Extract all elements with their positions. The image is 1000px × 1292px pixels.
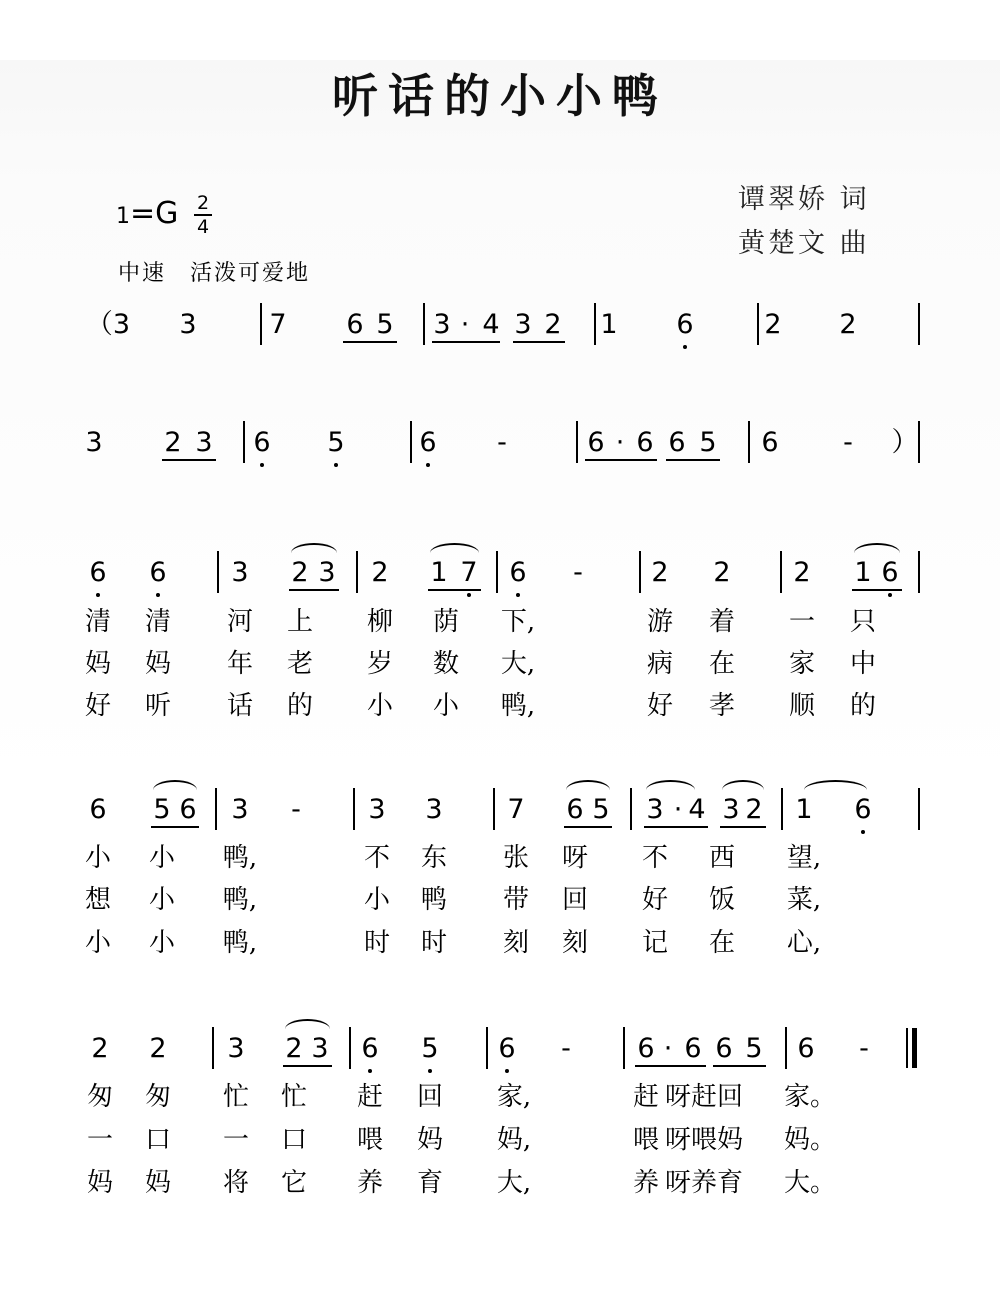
lyric: 张 — [502, 843, 530, 873]
note: 3 — [195, 427, 213, 458]
note: 5 — [592, 794, 610, 825]
bar-line — [212, 1027, 214, 1069]
note: 3 — [231, 794, 249, 825]
lyric: 下, — [500, 607, 536, 637]
lyric: 呀养育 — [664, 1168, 744, 1198]
note: · — [615, 427, 625, 458]
note: 6 — [509, 557, 527, 588]
bar-line — [918, 788, 920, 830]
beam-underline — [564, 826, 612, 828]
bar-line — [748, 421, 750, 463]
bar-line — [623, 1027, 625, 1069]
note: 1 — [795, 794, 813, 825]
lyric: 游 — [646, 607, 674, 637]
lyric: 小 — [366, 691, 394, 721]
bar-line — [918, 551, 920, 593]
lyric: 养 — [356, 1168, 384, 1198]
note: 6 — [361, 1033, 379, 1064]
note: 6 — [587, 427, 605, 458]
note: - — [561, 1033, 571, 1064]
lyric: 鸭, — [500, 691, 536, 721]
lyric: 顺 — [788, 691, 816, 721]
lyric: 呀 — [561, 843, 589, 873]
beam-underline — [513, 341, 565, 343]
note: 2 — [745, 794, 763, 825]
lyric: 回 — [561, 885, 589, 915]
note: 3 — [318, 557, 336, 588]
beam-underline — [685, 1065, 706, 1067]
lyric: 时 — [363, 928, 391, 958]
note: 6 — [637, 1033, 655, 1064]
note: 6 — [498, 1033, 516, 1064]
lyricist-credit: 谭翠娇 词 — [738, 184, 870, 215]
lyric: 小 — [363, 885, 391, 915]
lyric: 带 — [502, 885, 530, 915]
note: 2 — [371, 557, 389, 588]
beam-underline — [483, 341, 500, 343]
bar-line — [410, 421, 412, 463]
bar-line — [215, 788, 217, 830]
composer-credit: 黄楚文 曲 — [738, 228, 870, 259]
note: 3 — [425, 794, 443, 825]
note: 7 — [507, 794, 525, 825]
lyric: 刻 — [561, 928, 589, 958]
note: 5 — [699, 427, 717, 458]
note: · — [460, 309, 470, 340]
slur — [646, 780, 695, 790]
bar-line — [918, 421, 920, 463]
octave-dot — [516, 593, 520, 597]
slur — [285, 1019, 330, 1029]
lyric: 鸭, — [222, 843, 258, 873]
note: 2 — [164, 427, 182, 458]
beam-underline — [428, 589, 481, 591]
note: 5 — [327, 427, 345, 458]
time-sig-bottom: 4 — [196, 216, 210, 238]
bar-line — [493, 788, 495, 830]
lyric: 赶 — [632, 1082, 660, 1112]
lyric: 时 — [420, 928, 448, 958]
note: 6 — [854, 794, 872, 825]
lyric: 在 — [708, 649, 736, 679]
bar-line — [785, 1027, 787, 1069]
lyric: 大, — [496, 1168, 532, 1198]
lyric: 年 — [226, 649, 254, 679]
time-sig-top: 2 — [196, 192, 210, 214]
lyric: 养 — [632, 1168, 660, 1198]
bar-line — [496, 551, 498, 593]
slur — [430, 543, 479, 553]
lyric: 小 — [148, 843, 176, 873]
lyric: 回 — [416, 1082, 444, 1112]
note: 6 — [797, 1033, 815, 1064]
octave-dot — [505, 1069, 509, 1073]
lyric: 孝 — [708, 691, 736, 721]
note: 6 — [419, 427, 437, 458]
lyric: 只 — [849, 607, 877, 637]
lyric: 上 — [286, 607, 314, 637]
note: 5 — [421, 1033, 439, 1064]
note: 5 — [745, 1033, 763, 1064]
lyric: 育 — [416, 1168, 444, 1198]
beam-underline — [713, 1065, 766, 1067]
lyric: 妈。 — [783, 1125, 837, 1155]
lyric: 一 — [86, 1125, 114, 1155]
octave-dot — [260, 463, 264, 467]
lyric: 妈 — [416, 1125, 444, 1155]
lyric: 赶 — [356, 1082, 384, 1112]
note: 6 — [636, 427, 654, 458]
lyric: 匆 — [86, 1082, 114, 1112]
note: · — [673, 794, 683, 825]
lyric: 听 — [144, 691, 172, 721]
note: 6 — [179, 794, 197, 825]
lyric: 望, — [786, 843, 822, 873]
lyric: 中 — [849, 649, 877, 679]
beam-underline — [637, 459, 657, 461]
note: 6 — [89, 557, 107, 588]
note: 3 — [231, 557, 249, 588]
note: 3 — [227, 1033, 245, 1064]
note: - — [843, 427, 853, 458]
note: 3 — [433, 309, 451, 340]
lyric: 口 — [144, 1125, 172, 1155]
lyric: 喂 — [632, 1125, 660, 1155]
lyric: 呀赶回 — [664, 1082, 744, 1112]
octave-dot — [368, 1069, 372, 1073]
note: 2 — [793, 557, 811, 588]
lyric: 清 — [84, 607, 112, 637]
lyric: 刻 — [502, 928, 530, 958]
beam-underline — [151, 826, 199, 828]
octave-dot — [426, 463, 430, 467]
note: 1 — [854, 557, 872, 588]
lyric: 的 — [286, 691, 314, 721]
beam-underline — [162, 459, 216, 461]
note: 3 — [514, 309, 532, 340]
bar-line — [353, 788, 355, 830]
note: - — [573, 557, 583, 588]
note: 3 — [646, 794, 664, 825]
octave-dot — [428, 1069, 432, 1073]
lyric: 记 — [641, 928, 669, 958]
note: 2 — [839, 309, 857, 340]
lyric: 鸭, — [222, 928, 258, 958]
beam-underline — [289, 589, 339, 591]
beam-underline — [283, 1065, 332, 1067]
lyric: 大, — [500, 649, 536, 679]
lyric: 东 — [420, 843, 448, 873]
lyric: 心, — [786, 928, 822, 958]
lyric: 荫 — [432, 607, 460, 637]
key-label: =G — [130, 196, 179, 231]
slur — [804, 780, 867, 790]
final-bar-thin — [906, 1028, 908, 1068]
lyric: 大。 — [783, 1168, 837, 1198]
lyric: 小 — [84, 928, 112, 958]
lyric: 好 — [641, 885, 669, 915]
note: ） — [891, 427, 919, 458]
lyric: 妈, — [496, 1125, 532, 1155]
lyric: 忙 — [222, 1082, 250, 1112]
note: （3 — [85, 309, 131, 340]
octave-dot — [96, 593, 100, 597]
note: 6 — [149, 557, 167, 588]
lyric: 的 — [849, 691, 877, 721]
note: 2 — [764, 309, 782, 340]
slur — [153, 780, 197, 790]
note: - — [859, 1033, 869, 1064]
lyric: 小 — [432, 691, 460, 721]
note: 6 — [881, 557, 899, 588]
lyric: 在 — [708, 928, 736, 958]
note: 3 — [311, 1033, 329, 1064]
lyric: 家 — [788, 649, 816, 679]
lyric: 一 — [222, 1125, 250, 1155]
lyric: 它 — [280, 1168, 308, 1198]
note: - — [291, 794, 301, 825]
bar-line — [918, 303, 920, 345]
bar-line — [217, 551, 219, 593]
lyric: 清 — [144, 607, 172, 637]
lyric: 病 — [646, 649, 674, 679]
octave-dot — [467, 593, 471, 597]
bar-line — [486, 1027, 488, 1069]
lyric: 妈 — [84, 649, 112, 679]
lyric: 小 — [84, 843, 112, 873]
lyric: 口 — [280, 1125, 308, 1155]
note: 2 — [291, 557, 309, 588]
note: 6 — [715, 1033, 733, 1064]
lyric: 老 — [286, 649, 314, 679]
note: 2 — [713, 557, 731, 588]
note: 3 — [722, 794, 740, 825]
note: 2 — [285, 1033, 303, 1064]
lyric: 小 — [148, 928, 176, 958]
song-title: 听话的小小鸭 — [332, 69, 668, 123]
lyric: 一 — [788, 607, 816, 637]
bar-line — [356, 551, 358, 593]
note: 7 — [460, 557, 478, 588]
note: - — [497, 427, 507, 458]
note: 6 — [566, 794, 584, 825]
bar-line — [594, 303, 596, 345]
note: 1 — [600, 309, 618, 340]
lyric: 妈 — [86, 1168, 114, 1198]
note: 4 — [688, 794, 706, 825]
lyric: 家, — [496, 1082, 532, 1112]
key-degree: 1 — [116, 204, 130, 229]
note: 1 — [430, 557, 448, 588]
lyric: 着 — [708, 607, 736, 637]
bar-line — [349, 1027, 351, 1069]
bar-line — [780, 551, 782, 593]
octave-dot — [156, 593, 160, 597]
lyric: 菜, — [786, 885, 822, 915]
lyric: 小 — [148, 885, 176, 915]
lyric: 将 — [222, 1168, 250, 1198]
lyric: 鸭 — [420, 885, 448, 915]
bar-line — [757, 303, 759, 345]
bar-line — [423, 303, 425, 345]
note: 3 — [368, 794, 386, 825]
lyric: 喂 — [356, 1125, 384, 1155]
lyric: 饭 — [708, 885, 736, 915]
octave-dot — [334, 463, 338, 467]
note: 2 — [149, 1033, 167, 1064]
lyric: 不 — [363, 843, 391, 873]
lyric: 忙 — [280, 1082, 308, 1112]
note: 7 — [269, 309, 287, 340]
slur — [722, 780, 764, 790]
note: 3 — [85, 427, 103, 458]
lyric: 呀喂妈 — [664, 1125, 744, 1155]
note: 2 — [544, 309, 562, 340]
note: 6 — [668, 427, 686, 458]
lyric: 柳 — [366, 607, 394, 637]
note: 6 — [253, 427, 271, 458]
note: 6 — [676, 309, 694, 340]
slur — [566, 780, 610, 790]
beam-underline — [666, 459, 720, 461]
note: 5 — [153, 794, 171, 825]
lyric: 西 — [708, 843, 736, 873]
bar-line — [639, 551, 641, 593]
lyric: 匆 — [144, 1082, 172, 1112]
lyric: 好 — [84, 691, 112, 721]
note: 6 — [346, 309, 364, 340]
lyric: 妈 — [144, 649, 172, 679]
lyric: 想 — [84, 885, 112, 915]
note: 2 — [651, 557, 669, 588]
beam-underline — [343, 341, 397, 343]
lyric: 岁 — [366, 649, 394, 679]
lyric: 不 — [641, 843, 669, 873]
lyric: 鸭, — [222, 885, 258, 915]
note: 2 — [91, 1033, 109, 1064]
tempo-marking: 中速 活泼可爱地 — [118, 261, 311, 286]
note: 6 — [684, 1033, 702, 1064]
slur — [291, 543, 337, 553]
note: 4 — [482, 309, 500, 340]
final-bar-thick — [912, 1028, 917, 1068]
bar-line — [781, 788, 783, 830]
beam-underline — [689, 826, 708, 828]
note: 6 — [761, 427, 779, 458]
octave-dot — [861, 830, 865, 834]
octave-dot — [888, 593, 892, 597]
lyric: 河 — [226, 607, 254, 637]
bar-line — [576, 421, 578, 463]
bar-line — [243, 421, 245, 463]
lyric: 家。 — [783, 1082, 837, 1112]
bar-line — [260, 303, 262, 345]
beam-underline — [720, 826, 766, 828]
lyric: 妈 — [144, 1168, 172, 1198]
note: 6 — [89, 794, 107, 825]
slur — [854, 543, 900, 553]
bar-line — [630, 788, 632, 830]
octave-dot — [683, 345, 687, 349]
note: · — [663, 1033, 673, 1064]
beam-underline — [852, 589, 902, 591]
note: 5 — [376, 309, 394, 340]
note: 3 — [179, 309, 197, 340]
lyric: 数 — [432, 649, 460, 679]
lyric: 好 — [646, 691, 674, 721]
lyric: 话 — [226, 691, 254, 721]
